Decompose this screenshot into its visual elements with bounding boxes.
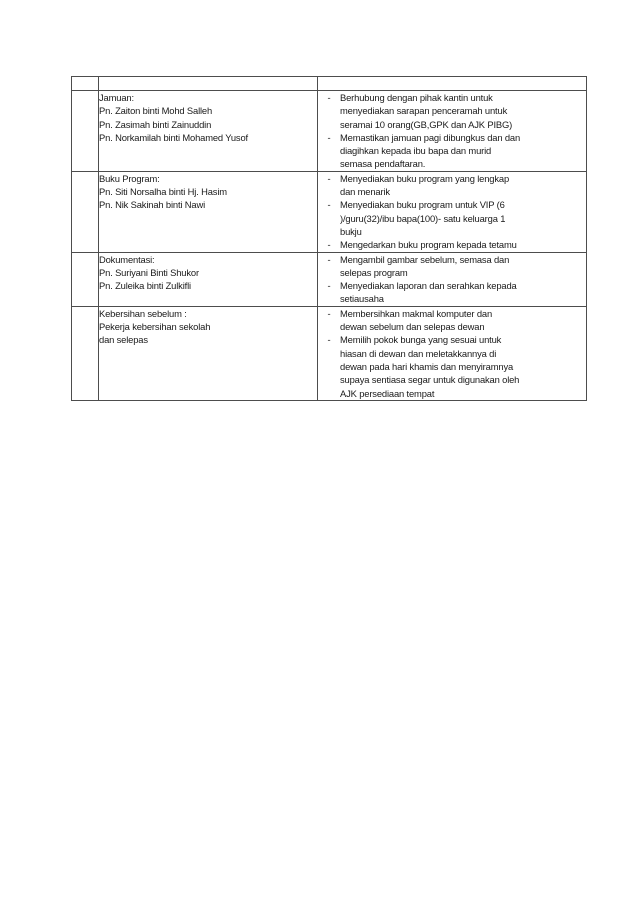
dash-bullet-icon: - [327, 280, 331, 292]
task-list [318, 307, 586, 400]
dash-bullet-icon: - [327, 307, 331, 319]
task-text [340, 253, 509, 280]
table-row [72, 171, 587, 252]
task-line: selepas program [340, 266, 408, 278]
task-line: )/guru(32)/ibu bapa(100)- satu keluarga 1 [340, 212, 506, 224]
header-cell-tasks [318, 77, 587, 91]
committee-member: Pn. Zaiton binti Mohd Salleh [99, 105, 213, 117]
committee-cell [99, 91, 318, 172]
committee-title: Kebersihan sebelum : [99, 307, 187, 319]
task-text [340, 307, 492, 334]
task-list [318, 172, 586, 252]
task-text [340, 172, 509, 199]
task-list [318, 91, 586, 171]
number-cell [72, 252, 99, 306]
task-text [340, 91, 512, 131]
task-line: Berhubung dengan pihak kantin untuk [340, 92, 493, 103]
task-text [340, 131, 520, 171]
task-line: dan menarik [340, 186, 390, 198]
dash-bullet-icon: - [327, 199, 331, 211]
task-line: Membersihkan makmal komputer dan [340, 307, 493, 319]
task-text [340, 198, 505, 238]
committee-title: Jamuan: [99, 92, 134, 103]
committee-title: Buku Program: [99, 172, 160, 184]
number-cell [72, 306, 99, 400]
committee-title: Dokumentasi: [99, 253, 155, 265]
committee-member: Pn. Norkamilah binti Mohamed Yusof [99, 131, 248, 143]
committee-member: Pn. Suriyani Binti Shukor [99, 266, 199, 278]
task-line: bukju [340, 225, 362, 237]
task-line: Menyediakan buku program untuk VIP (6 [340, 199, 505, 211]
task-item [318, 307, 586, 334]
task-item [318, 131, 586, 171]
dash-bullet-icon: - [327, 239, 331, 251]
task-line: Menyediakan buku program yang lengkap [340, 172, 510, 184]
table-row [72, 252, 587, 306]
number-cell [72, 91, 99, 172]
task-line: supaya sentiasa segar untuk digunakan oleh [340, 374, 520, 386]
tasks-cell [318, 306, 587, 400]
committee-cell [99, 252, 318, 306]
task-line: seramai 10 orang(GB,GPK dan AJK PIBG) [340, 118, 513, 130]
task-item [318, 279, 586, 306]
task-line: Mengedarkan buku program kepada tetamu [340, 239, 517, 251]
committee-member: Pn. Nik Sakinah binti Nawi [99, 199, 206, 211]
task-line: Memilih pokok bunga yang sesuai untuk [340, 334, 502, 346]
table-row [72, 306, 587, 400]
table-row [72, 91, 587, 172]
dash-bullet-icon: - [327, 253, 331, 265]
task-line: AJK persediaan tempat [340, 387, 435, 399]
tasks-cell [318, 171, 587, 252]
task-line: Menyediakan laporan dan serahkan kepada [340, 280, 517, 292]
task-line: setiausaha [340, 293, 384, 305]
task-line: dewan pada hari khamis dan menyiramnya [340, 360, 514, 372]
committee-table [71, 76, 587, 401]
task-line: menyediakan sarapan penceramah untuk [340, 105, 508, 117]
task-item [318, 253, 586, 280]
committee-cell [99, 306, 318, 400]
dash-bullet-icon: - [327, 92, 331, 103]
task-text [340, 238, 517, 251]
committee-member: dan selepas [99, 334, 148, 346]
table-body [72, 77, 587, 401]
committee-member: Pekerja kebersihan sekolah [99, 321, 211, 333]
task-item [318, 91, 586, 131]
task-item [318, 333, 586, 399]
header-cell-number [72, 77, 99, 91]
header-cell-committee [99, 77, 318, 91]
task-line: hiasan di dewan dan meletakkannya di [340, 347, 497, 359]
table-header-row [72, 77, 587, 91]
task-line: Memastikan jamuan pagi dibungkus dan dan [340, 131, 521, 143]
committee-member: Pn. Zuleika binti Zulkifli [99, 280, 191, 292]
task-list [318, 253, 586, 306]
task-item [318, 172, 586, 199]
number-cell [72, 171, 99, 252]
task-line: diagihkan kepada ibu bapa dan murid [340, 145, 492, 157]
tasks-cell [318, 91, 587, 172]
task-line: Mengambil gambar sebelum, semasa dan [340, 253, 510, 265]
task-item [318, 238, 586, 251]
committee-member: Pn. Siti Norsalha binti Hj. Hasim [99, 186, 227, 198]
committee-member: Pn. Zasimah binti Zainuddin [99, 118, 212, 130]
dash-bullet-icon: - [327, 172, 331, 184]
tasks-cell [318, 252, 587, 306]
task-text [340, 279, 517, 306]
dash-bullet-icon: - [327, 131, 331, 143]
task-item [318, 198, 586, 238]
task-text [340, 333, 519, 399]
task-line: dewan sebelum dan selepas dewan [340, 321, 485, 333]
committee-cell [99, 171, 318, 252]
task-line: semasa pendaftaran. [340, 158, 426, 170]
dash-bullet-icon: - [327, 334, 331, 346]
